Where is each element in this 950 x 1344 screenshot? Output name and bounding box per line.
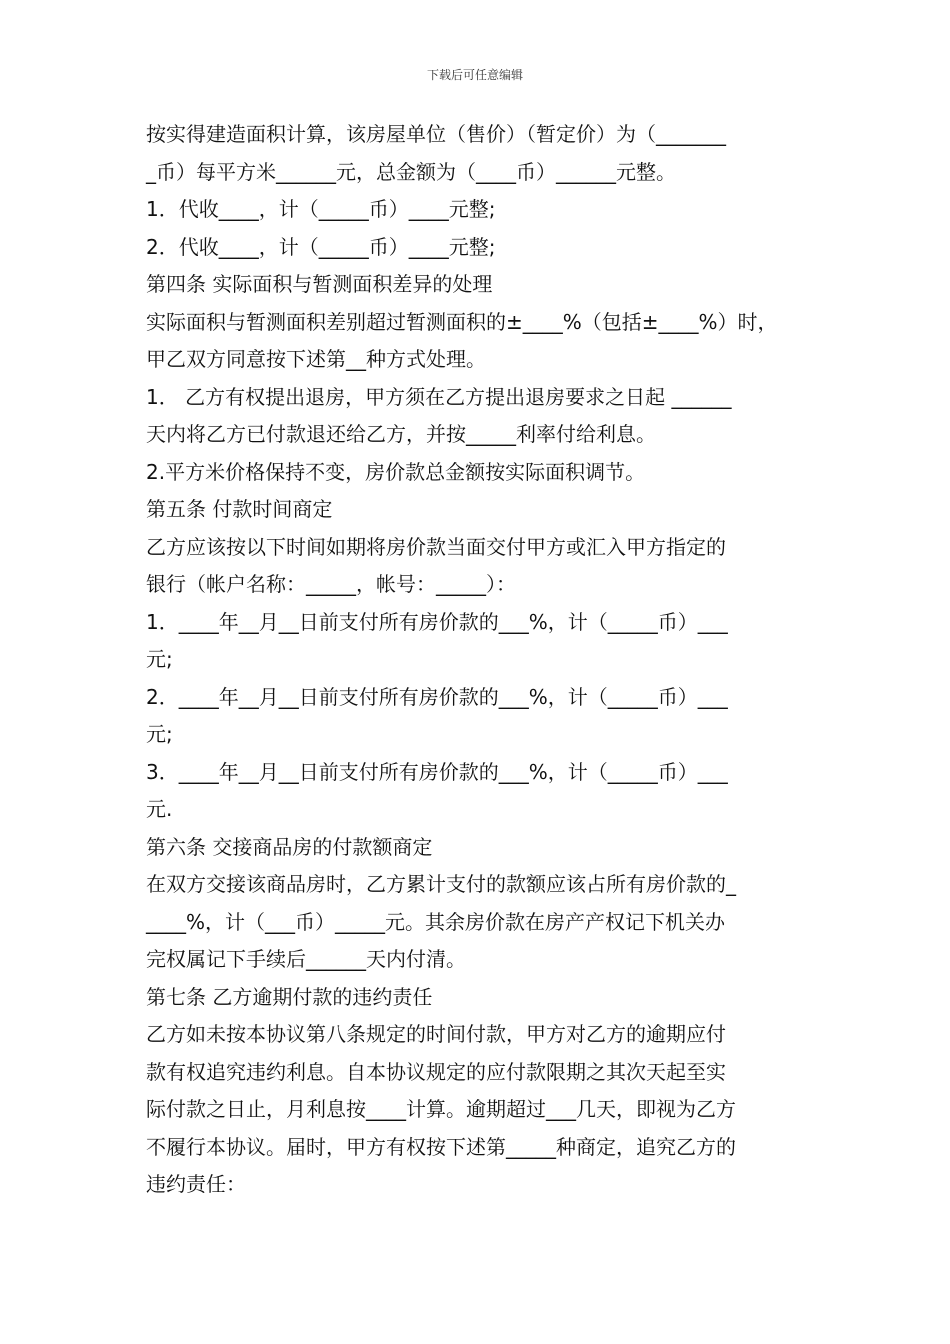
document-body (146, 116, 816, 1204)
list-item: 3．____年__月__日前支付所有房价款的___%，计（_____币）___ (146, 759, 728, 784)
section-heading: 第六条 交接商品房的付款额商定 (146, 834, 433, 859)
text-line: 元; (146, 722, 173, 746)
text-line: _币）每平方米______元，总金额为（____币）______元整。 (146, 159, 676, 184)
text-line: 乙方如未按本协议第八条规定的时间付款，甲方对乙方的逾期应付 (146, 1022, 726, 1046)
text-line: ____%，计（___币）_____元。其余房价款在房产产权记下机关办 (146, 909, 726, 934)
text-line: 元. (146, 797, 173, 821)
text-line: 实际面积与暂测面积差别超过暂测面积的±____%（包括±____%）时， (146, 309, 778, 334)
list-item: 1．代收____，计（_____币）____元整; (146, 197, 496, 221)
text-line: 际付款之日止，月利息按____计算。逾期超过___几天，即视为乙方 (146, 1097, 736, 1121)
list-item: 2．代收____，计（_____币）____元整; (146, 234, 496, 259)
text-line: 不履行本协议。届时，甲方有权按下述第_____种商定，追究乙方的 (146, 1134, 736, 1159)
text-line: 天内将乙方已付款退还给乙方，并按_____利率付给利息。 (146, 422, 656, 446)
text-line: 甲乙双方同意按下述第__种方式处理。 (146, 347, 486, 371)
list-item: 1． 乙方有权提出退房，甲方须在乙方提出退房要求之日起 ______ (146, 384, 732, 409)
text-line: 按实得建造面积计算，该房屋单位（售价）（暂定价）为（_______ (146, 122, 726, 146)
list-item: 2．____年__月__日前支付所有房价款的___%，计（_____币）___ (146, 684, 728, 709)
text-line: 元; (146, 647, 173, 671)
list-item: 2.平方米价格保持不变，房价款总金额按实际面积调节。 (146, 459, 646, 484)
section-heading: 第四条 实际面积与暂测面积差异的处理 (146, 272, 493, 296)
text-line: 违约责任： (146, 1172, 246, 1196)
text-line: 在双方交接该商品房时，乙方累计支付的款额应该占所有房价款的_ (146, 872, 736, 896)
section-heading: 第五条 付款时间商定 (146, 497, 333, 521)
page-header: 下载后可任意编辑 (426, 68, 523, 82)
text-line: 完权属记下手续后______天内付清。 (146, 947, 466, 971)
section-heading: 第七条 乙方逾期付款的违约责任 (146, 984, 433, 1009)
list-item: 1．____年__月__日前支付所有房价款的___%，计（_____币）___ (146, 609, 728, 634)
text-line: 乙方应该按以下时间如期将房价款当面交付甲方或汇入甲方指定的 (146, 534, 726, 559)
text-line: 银行（帐户名称：_____，帐号：_____）： (146, 572, 516, 596)
text-line: 款有权追究违约利息。自本协议规定的应付款限期之其次天起至实 (146, 1059, 726, 1084)
